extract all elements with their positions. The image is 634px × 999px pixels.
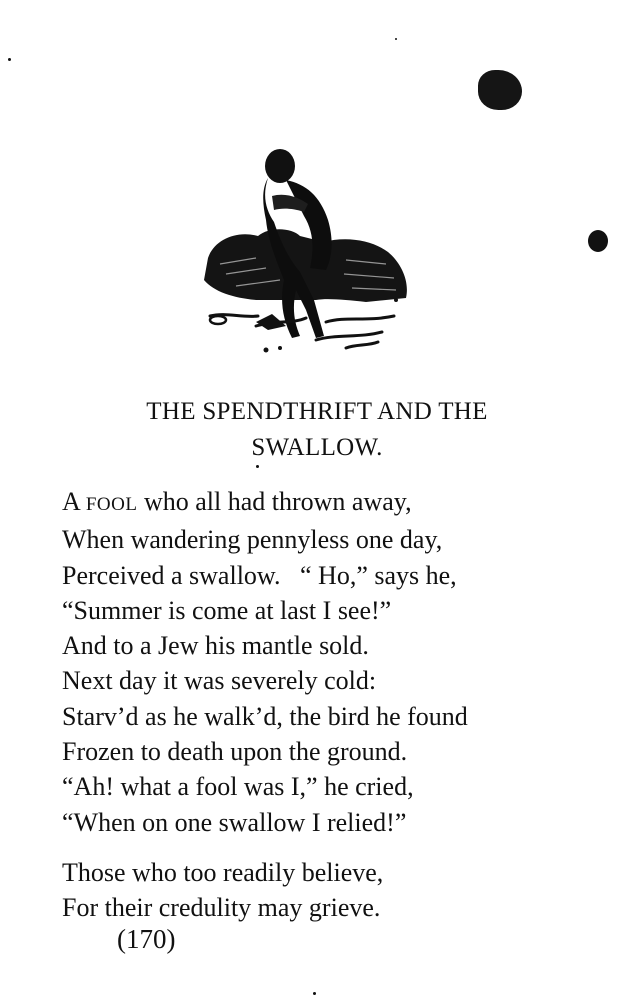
- fable-title: THE SPENDTHRIFT AND THE: [146, 398, 488, 425]
- poem-line: Starv’d as he walk’d, the bird he found: [62, 701, 468, 731]
- spendthrift-by-rock-icon: [196, 140, 426, 362]
- moral-line: For their credulity may grieve.: [62, 893, 381, 923]
- poem-line-text: who all had thrown away,: [137, 487, 412, 516]
- poem-line: And to a Jew his mantle sold.: [62, 631, 369, 661]
- poem-line: [62, 484, 468, 522]
- small-speck: [313, 992, 316, 995]
- small-caps-word: FOOL: [85, 494, 138, 515]
- poem-line: “When on one swallow I relied!”: [62, 807, 407, 837]
- poem-line: Perceived a swallow. “ Ho,” says he,: [62, 560, 457, 590]
- poem-line: Frozen to death upon the ground.: [62, 737, 408, 767]
- page-number: (170): [117, 924, 176, 954]
- ink-blot-top-right: [478, 70, 522, 110]
- poem-line: When wandering pennyless one day,: [62, 525, 443, 555]
- drop-word: A: [62, 487, 80, 516]
- small-speck: [8, 58, 11, 61]
- fable-title-continued: SWALLOW.: [251, 434, 383, 461]
- poem-stanza: [62, 484, 468, 840]
- poem-line: “Ah! what a fool was I,” he cried,: [62, 772, 414, 802]
- small-speck: [395, 38, 397, 40]
- poem-line: “Summer is come at last I see!”: [62, 595, 392, 625]
- ink-dot-right: [588, 230, 608, 252]
- poem-line: Next day it was severely cold:: [62, 666, 377, 696]
- moral-line: Those who too readily believe,: [62, 858, 384, 887]
- poem-moral: [62, 855, 383, 926]
